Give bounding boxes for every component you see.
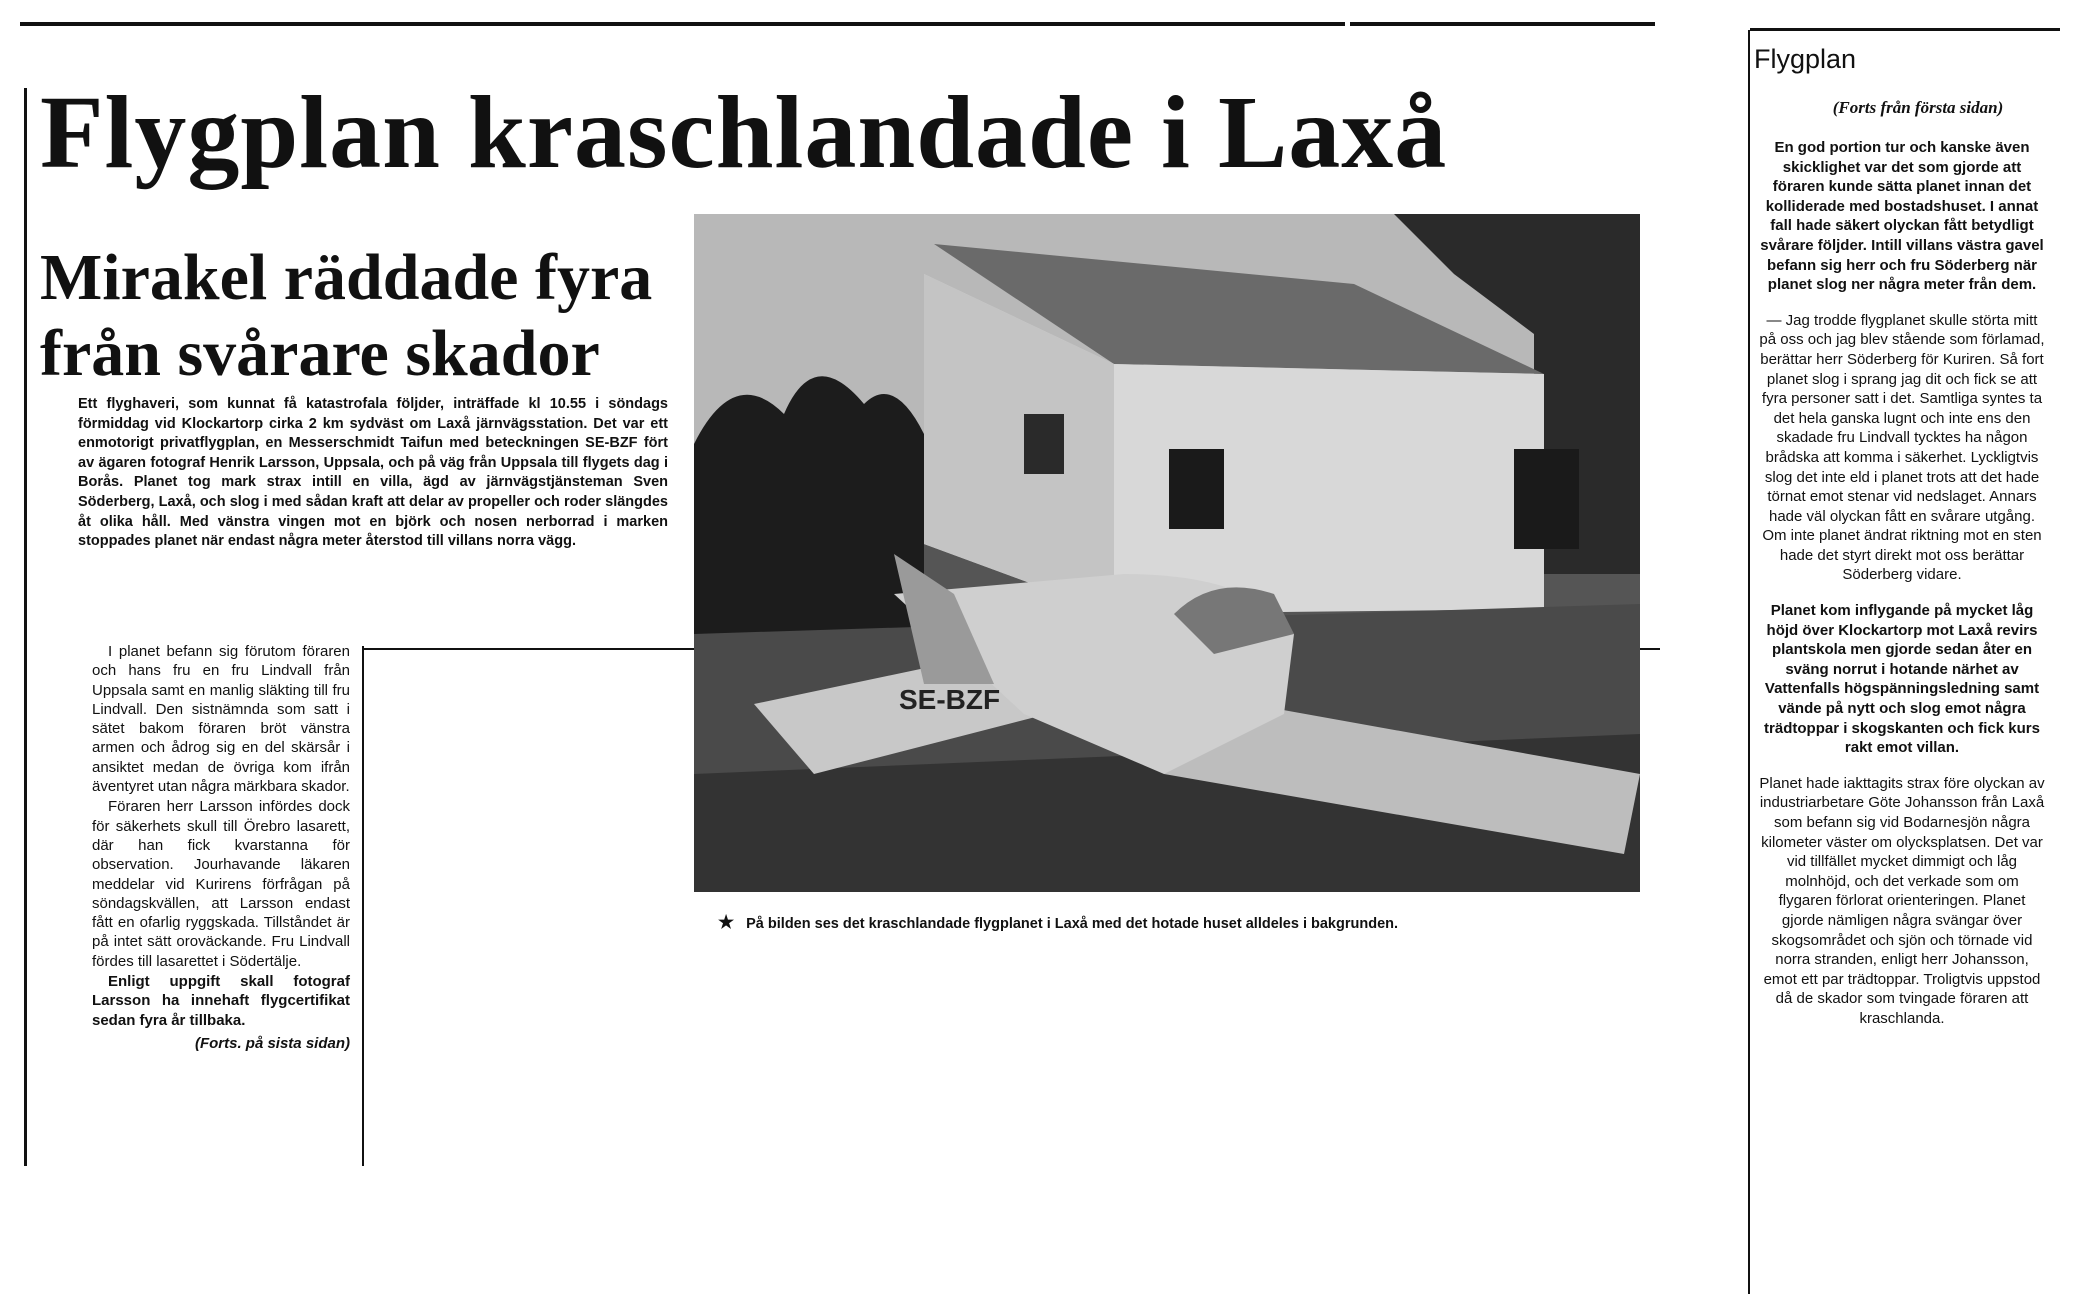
- plane-registration: SE-BZF: [899, 684, 1001, 715]
- sidebar-continued-from: (Forts från första sidan): [1832, 98, 2004, 117]
- sidebar-top-rule: [1750, 28, 2060, 31]
- sidebar-paragraph: Planet kom inflygande på mycket låg höjd över Klockartorp mot Laxå revirs plantskola men gjorde sedan åter en sväng norrut i hotande närhet av Vattenfalls högspänningsledning samt vände på nytt och slog emot några trädtoppar i skogskanten och fick kurs rakt emot villan.: [1764, 602, 2040, 757]
- sidebar-title: Flygplan: [1754, 44, 1857, 74]
- body-paragraph: Enligt uppgift skall fotograf Larsson ha innehaft flygcertifikat sedan fyra år tillbaka.: [92, 973, 350, 1029]
- lead-paragraph: Ett flyghaveri, som kunnat få katastrofala följder, inträffade kl 10.55 i söndags förmiddag vid Klockartorp cirka 2 km sydväst om Laxå järnvägsstation. Det var ett enmotorigt privatflygplan, en Messerschmidt Taifun med beteckningen SE-BZF fört av ägaren fotograf Henrik Larsson, Uppsala, och på väg från Uppsala till flygets dag i Borås. Planet tog mark strax intill en villa, ägd av järnvägstjänsteman Sven Söderberg, Laxå, och slog i med sådan kraft att delar av propeller och roder slängdes åt olika håll. Med vänstra vingen mot en björk och nosen nerborrad i marken stoppades planet när endast några meter återstod till villans norra vägg.: [78, 396, 668, 550]
- headline: Flygplan kraschlandade i Laxå: [40, 75, 1448, 190]
- continued-note: (Forts. på sista sidan): [194, 1034, 350, 1052]
- top-rule-main-right: [1350, 22, 1655, 26]
- article-left-border: [24, 88, 27, 1166]
- body-paragraph: I planet befann sig förutom föraren och hans fru en fru Lindvall från Uppsala samt en manlig släkting till fru Lindvall. Den sistnämnda som satt i sätet bakom föraren bröt vänstra armen och ådrog sig en del skärsår i ansiktet medan de övriga kom ifrån äventyret utan några märkbara skador.: [92, 643, 350, 796]
- photo-caption: [718, 912, 1658, 933]
- body-paragraph: Föraren herr Larsson infördes dock för säkerhets skull till Örebro lasarett, där han fick kvarstanna för observation. Jourhavande läkaren meddelar vid Kurirens förfrågan på söndagskvällen, att Larsson endast fått en ofarlig ryggskada. Tillståndet är på intet sätt oroväckande. Fru Lindvall fördes till lasarettet i Södertälje.: [92, 798, 350, 970]
- subhead-line: Mirakel räddade fyra: [40, 241, 653, 314]
- sidebar-paragraph: — Jag trodde flygplanet skulle störta mitt på oss och jag blev stående som förlamad, berättar herr Söderberg för Kuriren. Så fort planet slog i sprang jag dit och fick se att fyra personer satt i det. Samtliga syntes ta det hela ganska lugnt och inte ens den skadade fru Lindvall tycktes ha någon brådska att komma i säkerhet. Lyckligtvis slog det inte eld i planet trots att det hade törnat emot stenar vid nedslaget. Annars hade väl olyckan fått en svårare utgång. Om inte planet ändrat riktning mot en sten hade det styrt direkt mot oss berättar Söderberg vidare.: [1759, 311, 2045, 584]
- crash-photo-image: [694, 214, 1640, 892]
- subheadline: [40, 240, 680, 392]
- column-separator: [362, 646, 364, 1166]
- sidebar-body: [1758, 138, 2046, 1045]
- sidebar-left-border: [1748, 30, 1750, 1294]
- top-rule-main: [20, 22, 1345, 26]
- sidebar-paragraph: En god portion tur och kanske även skicklighet var det som gjorde att föraren kunde sätta planet innan det kolliderade med bostadshuset. I annat fall hade säkert olyckan fått betydligt svårare följder. Intill villans västra gavel befann sig herr och fru Söderberg när planet slog ner några meter från dem.: [1760, 139, 2044, 294]
- subhead-line: från svårare skador: [40, 317, 600, 390]
- sidebar-paragraph: Planet hade iakttagits strax före olyckan av industriarbetare Göte Johansson från Laxå som befann sig vid Bodarnesjön några kilometer väster om olycksplatsen. Det var vid tillfället mycket dimmigt och låg molnhöjd, och det verkade som om flygaren förlorat orienteringen. Planet gjorde nämligen några svängar över skogsområdet och sjön och törnade vid norra stranden, enligt herr Johansson, emot ett par trädtoppar. Troligtvis uppstod då de skador som tvingade föraren att kraschlanda.: [1759, 774, 2045, 1027]
- crash-photo: [694, 214, 1640, 892]
- star-icon: ★: [718, 912, 735, 932]
- article-body: [92, 642, 350, 1053]
- caption-text: På bilden ses det kraschlandade flygplanet i Laxå med det hotade huset alldeles i bakgrunden.: [746, 916, 1399, 932]
